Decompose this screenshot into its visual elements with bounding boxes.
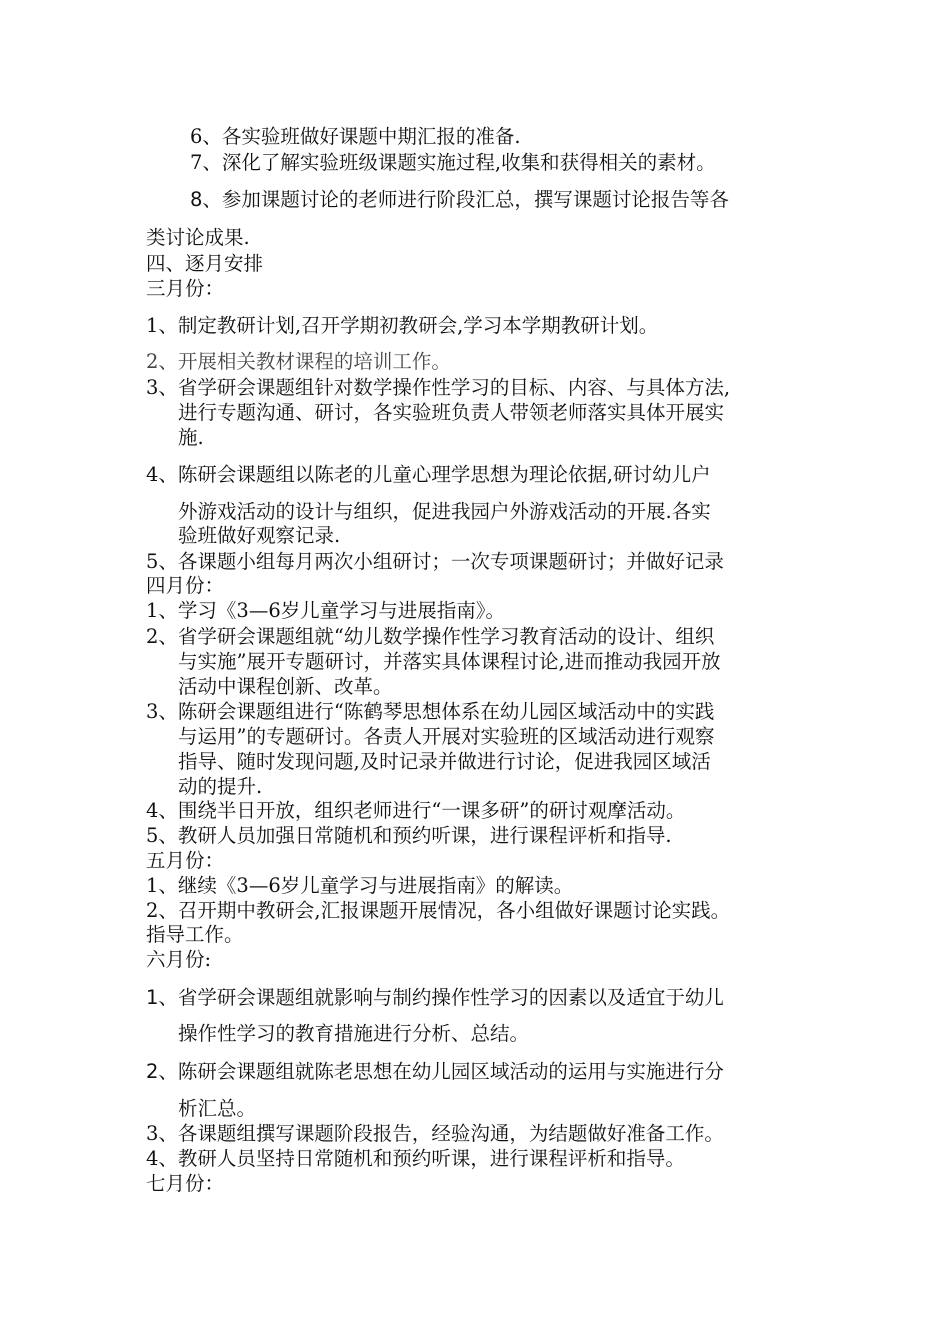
month-heading: 七月份： [146, 1172, 225, 1195]
item-line: 与运用”的专题研讨。各责人开展对实验班的区域活动进行观察 [178, 725, 715, 748]
item-line: 1、学习《3—6岁儿童学习与进展指南》。 [146, 599, 505, 622]
item-line: 活动中课程创新、改革。 [178, 675, 393, 698]
item-line: 1、继续《3—6岁儿童学习与进展指南》的解读。 [146, 874, 574, 897]
item-line: 1、省学研会课题组就影响与制约操作性学习的因素以及适宜于幼儿 [146, 986, 724, 1009]
item-line: 施. [178, 426, 204, 449]
month-heading: 六月份: [146, 948, 212, 971]
item-line: 4、围绕半日开放，组织老师进行“一课多研”的研讨观摩活动。 [146, 799, 686, 822]
item-line: 1、制定教研计划,召开学期初教研会,学习本学期教研计划。 [146, 314, 659, 337]
item-line: 5、各课题小组每月两次小组研讨；一次专项课题研讨；并做好记录 [146, 550, 724, 573]
item-line: 3、省学研会课题组针对数学操作性学习的目标、内容、与具体方法, [146, 376, 731, 399]
item-line: 操作性学习的教育措施进行分析、总结。 [178, 1022, 530, 1045]
item-line: 5、教研人员加强日常随机和预约听课，进行课程评析和指导. [146, 824, 672, 847]
item-line: 析汇总。 [178, 1097, 257, 1120]
item-line: 与实施”展开专题研讨，并落实具体课程讨论,进而推动我园开放 [178, 650, 721, 673]
item-line: 3、各课题组撰写课题阶段报告，经验沟通，为结题做好准备工作。 [146, 1122, 724, 1145]
item-line: 6、各实验班做好课题中期汇报的准备. [190, 125, 521, 148]
item-line: 8、参加课题讨论的老师进行阶段汇总，撰写课题讨论报告等各 [190, 188, 729, 211]
item-line: 4、教研人员坚持日常随机和预约听课，进行课程评析和指导。 [146, 1147, 685, 1170]
item-line: 验班做好观察记录. [178, 524, 341, 547]
item-line: 2、召开期中教研会,汇报课题开展情况，各小组做好课题讨论实践。 [146, 899, 731, 922]
section-heading: 四、逐月安排 [146, 252, 264, 275]
item-line: 指导工作。 [146, 923, 244, 946]
item-line: 类讨论成果. [146, 226, 250, 249]
item-line: 进行专题沟通、研讨，各实验班负责人带领老师落实具体开展实 [178, 401, 725, 424]
month-heading: 四月份： [146, 574, 225, 597]
item-line: 动的提升. [178, 775, 263, 798]
item-line: 3、陈研会课题组进行“陈鹤琴思想体系在幼儿园区域活动中的实践 [146, 700, 715, 723]
item-line: 7、深化了解实验班级课题实施过程,收集和获得相关的素材。 [190, 151, 716, 174]
item-line: 2、省学研会课题组就“幼儿数学操作性学习教育活动的设计、组织 [146, 625, 715, 648]
month-heading: 五月份： [146, 849, 225, 872]
item-line: 外游戏活动的设计与组织，促进我园户外游戏活动的开展.各实 [178, 500, 711, 523]
item-line: 2、开展相关教材课程的培训工作。 [146, 350, 451, 373]
item-line: 指导、随时发现问题,及时记录并做进行讨论，促进我园区域活 [178, 750, 711, 773]
item-line: 4、陈研会课题组以陈老的儿童心理学思想为理论依据,研讨幼儿户 [146, 463, 711, 486]
month-heading: 三月份： [146, 277, 225, 300]
item-line: 2、陈研会课题组就陈老思想在幼儿园区域活动的运用与实施进行分 [146, 1060, 724, 1083]
